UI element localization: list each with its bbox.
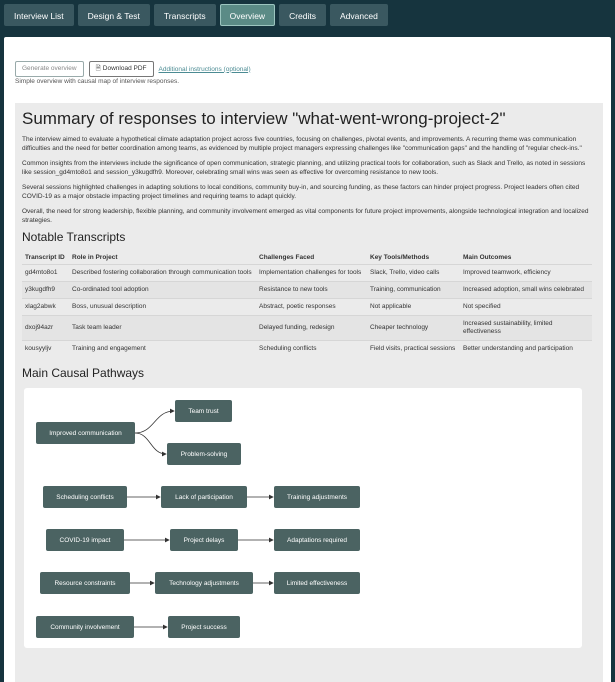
causal-node: COVID-19 impact (46, 529, 124, 551)
table-cell: Boss, unusual description (69, 299, 256, 316)
generate-overview-button[interactable]: Generate overview (15, 61, 84, 77)
causal-map (24, 388, 582, 648)
table-cell: Co-ordinated tool adoption (69, 282, 256, 299)
causal-node: Technology adjustments (155, 572, 253, 594)
table-cell: Field visits, practical sessions (367, 341, 460, 358)
table-cell: Scheduling conflicts (256, 341, 367, 358)
table-row (22, 282, 592, 299)
table-cell: Improved teamwork, efficiency (460, 265, 592, 282)
notable-transcripts-heading: Notable Transcripts (22, 230, 126, 244)
overview-panel (4, 37, 611, 682)
table-cell: Task team leader (69, 316, 256, 341)
causal-edge (135, 433, 166, 454)
table-cell: dxoj94azr (22, 316, 69, 341)
causal-node: Training adjustments (274, 486, 360, 508)
causal-node: Resource constraints (40, 572, 130, 594)
table-row (22, 265, 592, 282)
causal-node: Adaptations required (274, 529, 360, 551)
table-cell: Training, communication (367, 282, 460, 299)
causal-node: Scheduling conflicts (43, 486, 127, 508)
tab-design-test[interactable]: Design & Test (78, 4, 150, 26)
table-cell: Not specified (460, 299, 592, 316)
causal-node: Project success (168, 616, 240, 638)
table-cell: kousyyljv (22, 341, 69, 358)
table-cell: Abstract, poetic responses (256, 299, 367, 316)
table-cell: Implementation challenges for tools (256, 265, 367, 282)
summary-paragraph: Common insights from the interviews include the significance of open communication, strategic planning, and utilizing practical tools for collaboration, such as Slack and Trello, as noted in sessions like session_gd4mto8o1 and session_y3kugdfh9. Moreover, celebrating small wins was seen as effective for overcoming resistance to new tools. (22, 160, 586, 176)
column-header: Challenges Faced (259, 254, 315, 261)
download-pdf-label: Download PDF (102, 65, 147, 72)
causal-node: Community involvement (36, 616, 134, 638)
overview-hint: Simple overview with causal map of interview responses. (15, 78, 180, 85)
table-cell: y3kugdfh9 (22, 282, 69, 299)
additional-instructions-link[interactable]: Additional instructions (optional) (158, 65, 251, 73)
tab-interview-list[interactable]: Interview List (4, 4, 74, 26)
causal-pathways-heading: Main Causal Pathways (22, 366, 145, 380)
column-header: Transcript ID (25, 254, 65, 261)
summary-paragraph: Overall, the need for strong leadership, flexible planning, and community involvement emerged as vital components for future project improvements, alongside technological integration and localized strategies. (22, 208, 589, 224)
tab-advanced[interactable]: Advanced (330, 4, 388, 26)
table-cell: Increased adoption, small wins celebrated (460, 282, 592, 299)
table-cell: Delayed funding, redesign (256, 316, 367, 341)
summary-paragraph: The interview aimed to evaluate a hypothetical climate adaptation project across five countries, focusing on challenges, pivotal events, and improvements. A recurring theme was communication difficulties and the need for better coordination among teams, as evidenced by multiple project managers expressing challenges like "communication gaps" and the handling of "regular check-ins." (22, 136, 582, 152)
causal-node: Team trust (175, 400, 232, 422)
causal-edge (135, 411, 174, 433)
toolbar (15, 61, 251, 77)
table-cell: Described fostering collaboration through communication tools (69, 265, 256, 282)
column-header: Role in Project (72, 254, 118, 261)
document-icon: 🗎 (95, 65, 101, 72)
table-row (22, 316, 592, 341)
column-header: Main Outcomes (463, 254, 512, 261)
transcripts-table (22, 252, 592, 357)
table-cell: Not applicable (367, 299, 460, 316)
table-cell: Increased sustainability, limited effectiveness (460, 316, 592, 341)
tab-credits[interactable]: Credits (279, 4, 326, 26)
table-cell: Better understanding and participation (460, 341, 592, 358)
table-cell: gd4mto8o1 (22, 265, 69, 282)
download-pdf-button[interactable] (89, 61, 154, 77)
table-row (22, 341, 592, 358)
table-row (22, 299, 592, 316)
table-cell: xlag2abwk (22, 299, 69, 316)
causal-node: Lack of participation (161, 486, 247, 508)
tab-overview[interactable]: Overview (220, 4, 275, 26)
table-cell: Resistance to new tools (256, 282, 367, 299)
table-header-row (22, 252, 592, 265)
table-cell: Training and engagement (69, 341, 256, 358)
summary-title: Summary of responses to interview "what-went-wrong-project-2" (22, 109, 506, 128)
causal-node: Limited effectiveness (274, 572, 360, 594)
causal-node: Problem-solving (167, 443, 241, 465)
causal-node: Improved communication (36, 422, 135, 444)
table-cell: Cheaper technology (367, 316, 460, 341)
table-cell: Slack, Trello, video calls (367, 265, 460, 282)
column-header: Key Tools/Methods (370, 254, 430, 261)
summary-paragraph: Several sessions highlighted challenges in adapting solutions to local conditions, community buy-in, and sourcing funding, as these factors can hinder project progress. Project leaders often cited COVID-19 as a major obstacle impacting project timelines and requiring teams to adapt quickly. (22, 184, 580, 200)
summary-box (15, 103, 603, 682)
tab-transcripts[interactable]: Transcripts (154, 4, 216, 26)
causal-node: Project delays (170, 529, 238, 551)
tab-bar (4, 4, 392, 26)
